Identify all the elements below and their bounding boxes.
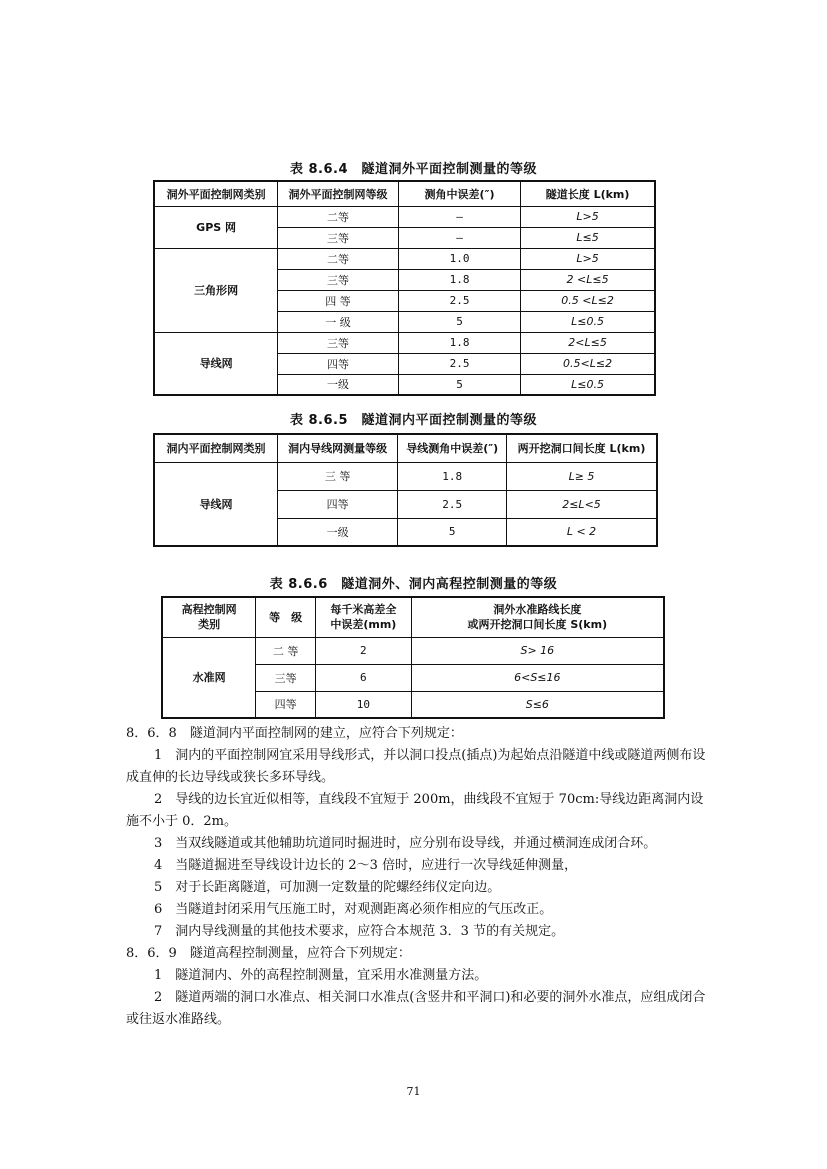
error-cell: 5 bbox=[398, 518, 507, 546]
body-text bbox=[126, 723, 706, 1031]
length-cell: 2≤L<5 bbox=[507, 490, 657, 518]
grade-cell: 三等 bbox=[278, 269, 399, 290]
length-cell: L≤0.5 bbox=[521, 374, 655, 395]
length-cell: 6<S≤16 bbox=[411, 664, 664, 691]
length-cell: L>5 bbox=[521, 206, 655, 227]
grade-cell: 三等 bbox=[278, 227, 399, 248]
length-cell: 2<L≤5 bbox=[521, 332, 655, 353]
grade-cell: 二等 bbox=[278, 206, 399, 227]
length-cell: L < 2 bbox=[507, 518, 657, 546]
error-cell: 10 bbox=[316, 691, 412, 718]
error-cell: 1.0 bbox=[398, 248, 520, 269]
grade-cell: 四等 bbox=[256, 691, 316, 718]
category-cell: 三角形网 bbox=[154, 248, 278, 332]
table-row bbox=[154, 462, 657, 490]
length-cell: S≤6 bbox=[411, 691, 664, 718]
error-cell: 5 bbox=[398, 374, 520, 395]
error-cell: 1.8 bbox=[398, 269, 520, 290]
clause-item: 2 隧道两端的洞口水准点、相关洞口水准点(含竖井和平洞口)和必要的洞外水准点，应组成闭合或往返水准路线。 bbox=[126, 990, 706, 1027]
col-header: 每千米高差全 中误差(mm) bbox=[316, 597, 412, 637]
category-cell: GPS 网 bbox=[154, 206, 278, 248]
error-cell: 2.5 bbox=[398, 353, 520, 374]
col-header: 导线测角中误差(″) bbox=[398, 434, 507, 462]
length-cell: 2 <L≤5 bbox=[521, 269, 655, 290]
error-cell: 1.8 bbox=[398, 462, 507, 490]
grade-cell: 二 等 bbox=[256, 637, 316, 664]
clause-item: 4 当隧道掘进至导线设计边长的 2～3 倍时，应进行一次导线延伸测量， bbox=[154, 858, 578, 873]
length-cell: 0.5 <L≤2 bbox=[521, 290, 655, 311]
col-header: 洞外平面控制网类别 bbox=[154, 181, 278, 206]
grade-cell: 四等 bbox=[277, 490, 397, 518]
length-cell: 0.5<L≤2 bbox=[521, 353, 655, 374]
grade-cell: 三等 bbox=[256, 664, 316, 691]
category-cell: 水准网 bbox=[162, 637, 256, 718]
grade-cell: 三等 bbox=[278, 332, 399, 353]
clause-item: 7 洞内导线测量的其他技术要求，应符合本规范 3．3 节的有关规定。 bbox=[154, 924, 565, 939]
grade-cell: 一级 bbox=[277, 518, 397, 546]
table-8-6-5-caption: 表 8.6.5 隧道洞内平面控制测量的等级 bbox=[289, 413, 538, 428]
clause-item: 2 导线的边长宜近似相等，直线段不宜短于 200m，曲线段不宜短于 70cm:导线边距离洞内设施不小于 0．2m。 bbox=[126, 792, 704, 829]
col-header: 洞外水准路线长度 或两开挖洞口间长度 S(km) bbox=[411, 597, 664, 637]
col-header: 洞外平面控制网等级 bbox=[278, 181, 399, 206]
table-row bbox=[154, 206, 655, 227]
length-cell: L≥ 5 bbox=[507, 462, 657, 490]
clause-item: 1 洞内的平面控制网宜采用导线形式，并以洞口投点(插点)为起始点沿隧道中线或隧道两侧布设成直伸的长边导线或狭长多环导线。 bbox=[126, 748, 706, 785]
error-cell: — bbox=[398, 206, 520, 227]
length-cell: L≤5 bbox=[521, 227, 655, 248]
grade-cell: 一 级 bbox=[278, 311, 399, 332]
clause-item: 3 当双线隧道或其他辅助坑道同时掘进时，应分别布设导线，并通过横洞连成闭合环。 bbox=[154, 836, 657, 851]
clause-heading: 8．6．9 隧道高程控制测量，应符合下列规定： bbox=[126, 946, 411, 961]
grade-cell: 四等 bbox=[278, 353, 399, 374]
error-cell: — bbox=[398, 227, 520, 248]
grade-cell: 二等 bbox=[278, 248, 399, 269]
page-number: 71 bbox=[406, 1085, 421, 1098]
col-header: 等 级 bbox=[256, 597, 316, 637]
error-cell: 2.5 bbox=[398, 490, 507, 518]
clause-item: 5 对于长距离隧道，可加测一定数量的陀螺经纬仪定向边。 bbox=[154, 880, 501, 895]
table-row bbox=[154, 332, 655, 353]
length-cell: L≤0.5 bbox=[521, 311, 655, 332]
clause-item: 6 当隧道封闭采用气压施工时，对观测距离必须作相应的气压改正。 bbox=[154, 902, 553, 917]
error-cell: 1.8 bbox=[398, 332, 520, 353]
error-cell: 5 bbox=[398, 311, 520, 332]
col-header: 洞内导线网测量等级 bbox=[277, 434, 397, 462]
clause-heading: 8．6．8 隧道洞内平面控制网的建立，应符合下列规定： bbox=[126, 726, 463, 741]
table-8-6-4 bbox=[153, 180, 656, 396]
col-header: 两开挖洞口间长度 L(km) bbox=[507, 434, 657, 462]
category-cell: 导线网 bbox=[154, 332, 278, 395]
col-header: 洞内平面控制网类别 bbox=[154, 434, 277, 462]
grade-cell: 四 等 bbox=[278, 290, 399, 311]
grade-cell: 一级 bbox=[278, 374, 399, 395]
category-cell: 导线网 bbox=[154, 462, 277, 546]
table-8-6-5 bbox=[153, 433, 658, 547]
col-header: 测角中误差(″) bbox=[398, 181, 520, 206]
table-row bbox=[162, 637, 664, 664]
clause-item: 1 隧道洞内、外的高程控制测量，宜采用水准测量方法。 bbox=[154, 968, 488, 983]
col-header: 隧道长度 L(km) bbox=[521, 181, 655, 206]
table-row bbox=[154, 248, 655, 269]
length-cell: L>5 bbox=[521, 248, 655, 269]
table-8-6-4-caption: 表 8.6.4 隧道洞外平面控制测量的等级 bbox=[289, 162, 538, 177]
error-cell: 2 bbox=[316, 637, 412, 664]
table-8-6-6-caption: 表 8.6.6 隧道洞外、洞内高程控制测量的等级 bbox=[269, 577, 558, 592]
col-header: 高程控制网 类别 bbox=[162, 597, 256, 637]
grade-cell: 三 等 bbox=[277, 462, 397, 490]
error-cell: 6 bbox=[316, 664, 412, 691]
error-cell: 2.5 bbox=[398, 290, 520, 311]
length-cell: S> 16 bbox=[411, 637, 664, 664]
table-8-6-6 bbox=[161, 596, 665, 719]
